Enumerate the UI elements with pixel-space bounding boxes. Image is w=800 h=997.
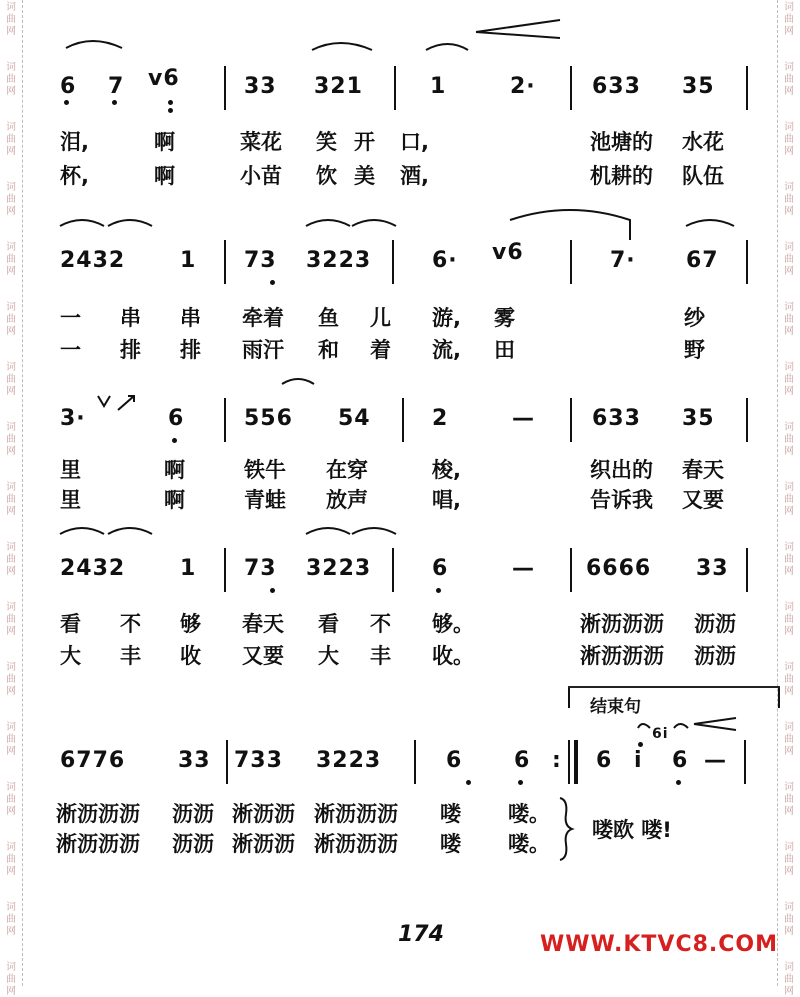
watermark-glyph: 曲 bbox=[784, 734, 794, 745]
watermark-glyph: 曲 bbox=[784, 914, 794, 925]
watermark-glyph: 网 bbox=[784, 326, 794, 337]
lyric-word: 和 bbox=[318, 338, 339, 362]
right-margin-watermark bbox=[777, 0, 800, 997]
repeat-sign: : bbox=[552, 748, 562, 773]
note: 73 bbox=[244, 248, 277, 273]
note: 54 bbox=[338, 406, 371, 431]
watermark-glyph: 词 bbox=[6, 542, 16, 553]
octave-dot bbox=[270, 588, 275, 593]
watermark-glyph: 词 bbox=[784, 122, 794, 133]
note: 3223 bbox=[316, 748, 382, 773]
lyric-word: 池塘的 bbox=[590, 130, 653, 154]
lyric-word: 沥沥 bbox=[172, 802, 214, 826]
lyric-word: 够 bbox=[180, 612, 201, 636]
watermark-glyph: 曲 bbox=[6, 434, 16, 445]
lyric-word: 啊 bbox=[164, 458, 185, 482]
note: 2 bbox=[432, 406, 449, 431]
octave-dot bbox=[112, 100, 117, 105]
lyric-word: 淅沥沥沥 bbox=[580, 612, 664, 636]
watermark-glyph: 曲 bbox=[6, 794, 16, 805]
lyric-word: 大 bbox=[318, 644, 339, 668]
watermark-glyph: 网 bbox=[784, 386, 794, 397]
watermark-glyph: 词 bbox=[6, 902, 16, 913]
watermark-glyph: 曲 bbox=[784, 134, 794, 145]
watermark-glyph: 网 bbox=[6, 386, 16, 397]
octave-dot bbox=[466, 780, 471, 785]
watermark-glyph: 曲 bbox=[784, 854, 794, 865]
lyric-word: 喽。 bbox=[508, 832, 550, 856]
note: 3223 bbox=[306, 556, 372, 581]
note: v6 bbox=[492, 240, 524, 265]
lyric-word: 儿 bbox=[370, 306, 391, 330]
watermark-glyph: 网 bbox=[6, 686, 16, 697]
ending-bracket bbox=[568, 686, 780, 718]
bracket-tick bbox=[778, 688, 780, 708]
slur-marks bbox=[30, 718, 770, 758]
lyric-word: 喽 bbox=[440, 802, 461, 826]
note: 67 bbox=[686, 248, 719, 273]
lyric-line-2 bbox=[30, 484, 770, 512]
watermark-glyph: 网 bbox=[6, 326, 16, 337]
notation-line bbox=[30, 398, 770, 438]
lyric-word: 织出的 bbox=[590, 458, 653, 482]
note: 733 bbox=[234, 748, 283, 773]
octave-dot bbox=[168, 108, 173, 113]
slur-marks bbox=[30, 40, 770, 80]
watermark-glyph: 曲 bbox=[6, 74, 16, 85]
lyric-word: 串 bbox=[120, 306, 141, 330]
watermark-glyph: 曲 bbox=[6, 194, 16, 205]
watermark-glyph: 词 bbox=[784, 842, 794, 853]
note: 556 bbox=[244, 406, 293, 431]
lyric-word: 丰 bbox=[370, 644, 391, 668]
lyric-word: 丰 bbox=[120, 644, 141, 668]
watermark-glyph: 词 bbox=[6, 662, 16, 673]
watermark-glyph: 词 bbox=[784, 182, 794, 193]
lyric-word: 春天 bbox=[682, 458, 724, 482]
watermark-glyph: 词 bbox=[6, 362, 16, 373]
watermark-glyph: 词 bbox=[6, 782, 16, 793]
lyric-word: 告诉我 bbox=[590, 488, 653, 512]
lyric-word: 一 bbox=[60, 338, 81, 362]
lyric-word: 菜花 bbox=[240, 130, 282, 154]
note: 1 bbox=[430, 74, 447, 99]
lyric-word: 开 bbox=[354, 130, 375, 154]
watermark-glyph: 曲 bbox=[784, 794, 794, 805]
note: 33 bbox=[244, 74, 277, 99]
watermark-glyph: 曲 bbox=[6, 134, 16, 145]
note: 321 bbox=[314, 74, 363, 99]
watermark-glyph: 网 bbox=[6, 266, 16, 277]
watermark-glyph: 词 bbox=[6, 242, 16, 253]
watermark-glyph: 网 bbox=[6, 26, 16, 37]
lyric-word: 沥沥 bbox=[694, 612, 736, 636]
watermark-glyph: 曲 bbox=[6, 734, 16, 745]
note: 6666 bbox=[586, 556, 652, 581]
watermark-glyph: 词 bbox=[784, 902, 794, 913]
note: 633 bbox=[592, 74, 641, 99]
note: 33 bbox=[696, 556, 729, 581]
note: 3223 bbox=[306, 248, 372, 273]
watermark-glyph: 曲 bbox=[784, 614, 794, 625]
lyric-line-1 bbox=[30, 608, 770, 636]
lyric-word: 杯, bbox=[60, 164, 89, 188]
lyric-line-2 bbox=[30, 160, 770, 188]
watermark-glyph: 曲 bbox=[6, 374, 16, 385]
watermark-glyph: 网 bbox=[784, 26, 794, 37]
watermark-glyph: 词 bbox=[784, 962, 794, 973]
watermark-glyph: 网 bbox=[6, 146, 16, 157]
watermark-glyph: 词 bbox=[784, 482, 794, 493]
lyric-word: 又要 bbox=[682, 488, 724, 512]
note: 633 bbox=[592, 406, 641, 431]
lyric-word: 美 bbox=[354, 164, 375, 188]
lyric-word: 排 bbox=[120, 338, 141, 362]
ending-lyric: 喽欧 喽! bbox=[592, 818, 672, 842]
lyric-word: 收 bbox=[180, 644, 201, 668]
note: 7 bbox=[108, 74, 125, 99]
lyric-word: 口, bbox=[400, 130, 429, 154]
octave-dot bbox=[518, 780, 523, 785]
octave-dot bbox=[270, 280, 275, 285]
watermark-glyph: 词 bbox=[6, 122, 16, 133]
lyric-word: 在穿 bbox=[326, 458, 368, 482]
note: 6 bbox=[168, 406, 185, 431]
lyric-word: 放声 bbox=[326, 488, 368, 512]
watermark-glyph: 词 bbox=[784, 542, 794, 553]
watermark-glyph: 网 bbox=[784, 866, 794, 877]
note: 6 bbox=[60, 74, 77, 99]
notation-line bbox=[30, 240, 770, 280]
note: 33 bbox=[178, 748, 211, 773]
watermark-glyph: 词 bbox=[6, 2, 16, 13]
watermark-glyph: 网 bbox=[784, 446, 794, 457]
watermark-glyph: 网 bbox=[6, 506, 16, 517]
watermark-glyph: 网 bbox=[6, 566, 16, 577]
watermark-glyph: 曲 bbox=[6, 854, 16, 865]
watermark-glyph: 曲 bbox=[6, 674, 16, 685]
watermark-glyph: 词 bbox=[784, 722, 794, 733]
lyric-word: 够。 bbox=[432, 612, 474, 636]
watermark-glyph: 曲 bbox=[784, 974, 794, 985]
lyric-line-2 bbox=[30, 640, 770, 668]
watermark-glyph: 词 bbox=[6, 722, 16, 733]
note: — bbox=[704, 748, 727, 773]
note: 6 bbox=[514, 748, 531, 773]
grace-note: 6i bbox=[652, 726, 669, 742]
note: 1 bbox=[180, 248, 197, 273]
watermark-glyph: 曲 bbox=[784, 674, 794, 685]
watermark-glyph: 曲 bbox=[6, 614, 16, 625]
watermark-glyph: 网 bbox=[784, 206, 794, 217]
note: 6 bbox=[446, 748, 463, 773]
lyric-word: 里 bbox=[60, 488, 81, 512]
note: 1 bbox=[180, 556, 197, 581]
lyric-word: 泪, bbox=[60, 130, 89, 154]
watermark-glyph: 网 bbox=[784, 626, 794, 637]
watermark-glyph: 曲 bbox=[784, 434, 794, 445]
watermark-glyph: 曲 bbox=[784, 194, 794, 205]
left-margin-watermark bbox=[0, 0, 23, 997]
lyric-line-2 bbox=[30, 334, 770, 362]
watermark-glyph: 网 bbox=[784, 146, 794, 157]
website-watermark: WWW.KTVC8.COM bbox=[540, 932, 778, 957]
note: v6 bbox=[148, 66, 180, 91]
ending-label: 结束句 bbox=[590, 697, 641, 717]
lyric-word: 梭, bbox=[432, 458, 461, 482]
lyric-word: 纱 bbox=[684, 306, 705, 330]
watermark-glyph: 网 bbox=[6, 806, 16, 817]
lyric-word: 小苗 bbox=[240, 164, 282, 188]
lyric-word: 不 bbox=[370, 612, 391, 636]
lyric-word: 青蛙 bbox=[244, 488, 286, 512]
lyric-word: 沥沥 bbox=[694, 644, 736, 668]
lyric-word: 一 bbox=[60, 306, 81, 330]
watermark-glyph: 曲 bbox=[784, 374, 794, 385]
watermark-glyph: 网 bbox=[784, 806, 794, 817]
watermark-glyph: 词 bbox=[6, 62, 16, 73]
watermark-glyph: 词 bbox=[6, 602, 16, 613]
watermark-glyph: 网 bbox=[784, 266, 794, 277]
brace-icon bbox=[556, 794, 576, 864]
watermark-glyph: 网 bbox=[6, 866, 16, 877]
note: 3· bbox=[60, 406, 86, 431]
lyric-word: 春天 bbox=[242, 612, 284, 636]
lyric-word: 排 bbox=[180, 338, 201, 362]
lyric-word: 啊 bbox=[154, 130, 175, 154]
lyric-word: 喽 bbox=[440, 832, 461, 856]
lyric-word: 牵着 bbox=[242, 306, 284, 330]
octave-dot bbox=[676, 780, 681, 785]
bracket-tick bbox=[568, 688, 570, 708]
note: 6 bbox=[596, 748, 613, 773]
watermark-glyph: 曲 bbox=[6, 494, 16, 505]
lyric-word: 淅沥沥沥 bbox=[56, 802, 140, 826]
lyric-word: 淅沥沥 bbox=[232, 802, 295, 826]
watermark-glyph: 曲 bbox=[784, 254, 794, 265]
octave-dot bbox=[172, 438, 177, 443]
watermark-glyph: 网 bbox=[6, 626, 16, 637]
notation-line bbox=[30, 66, 770, 106]
lyric-word: 雨汗 bbox=[242, 338, 284, 362]
lyric-word: 啊 bbox=[164, 488, 185, 512]
note: 35 bbox=[682, 74, 715, 99]
lyric-word: 水花 bbox=[682, 130, 724, 154]
note: — bbox=[512, 556, 535, 581]
lyric-word: 铁牛 bbox=[244, 458, 286, 482]
note: 73 bbox=[244, 556, 277, 581]
octave-dot bbox=[638, 742, 643, 747]
watermark-glyph: 网 bbox=[784, 746, 794, 757]
lyric-word: 淅沥沥沥 bbox=[314, 832, 398, 856]
lyric-word: 游, bbox=[432, 306, 461, 330]
octave-dot bbox=[64, 100, 69, 105]
lyric-word: 沥沥 bbox=[172, 832, 214, 856]
octave-dot bbox=[168, 100, 173, 105]
note: 2432 bbox=[60, 248, 126, 273]
note: 2· bbox=[510, 74, 536, 99]
lyric-word: 大 bbox=[60, 644, 81, 668]
watermark-glyph: 网 bbox=[784, 926, 794, 937]
watermark-glyph: 词 bbox=[6, 182, 16, 193]
lyric-word: 雾 bbox=[494, 306, 515, 330]
slur-marks bbox=[30, 372, 770, 412]
octave-dot bbox=[436, 588, 441, 593]
watermark-glyph: 词 bbox=[784, 2, 794, 13]
notation-line bbox=[30, 726, 770, 780]
watermark-glyph: 词 bbox=[784, 662, 794, 673]
watermark-glyph: 曲 bbox=[784, 74, 794, 85]
lyric-word: 队伍 bbox=[682, 164, 724, 188]
watermark-glyph: 词 bbox=[6, 842, 16, 853]
watermark-glyph: 曲 bbox=[784, 14, 794, 25]
watermark-glyph: 词 bbox=[6, 962, 16, 973]
note: 6776 bbox=[60, 748, 126, 773]
note: 6 bbox=[432, 556, 449, 581]
lyric-word: 淅沥沥沥 bbox=[580, 644, 664, 668]
watermark-glyph: 词 bbox=[784, 62, 794, 73]
note: 6· bbox=[432, 248, 458, 273]
watermark-glyph: 词 bbox=[6, 482, 16, 493]
watermark-glyph: 词 bbox=[784, 302, 794, 313]
watermark-glyph: 词 bbox=[784, 422, 794, 433]
watermark-glyph: 网 bbox=[6, 86, 16, 97]
slur-marks bbox=[30, 214, 770, 254]
watermark-glyph: 词 bbox=[6, 302, 16, 313]
watermark-glyph: 词 bbox=[6, 422, 16, 433]
watermark-glyph: 曲 bbox=[6, 254, 16, 265]
watermark-glyph: 曲 bbox=[6, 314, 16, 325]
watermark-glyph: 词 bbox=[784, 362, 794, 373]
lyric-word: 串 bbox=[180, 306, 201, 330]
lyric-word: 看 bbox=[318, 612, 339, 636]
lyric-word: 野 bbox=[684, 338, 705, 362]
watermark-glyph: 词 bbox=[784, 782, 794, 793]
note: i bbox=[634, 748, 643, 773]
watermark-glyph: 网 bbox=[6, 446, 16, 457]
note: — bbox=[512, 406, 535, 431]
watermark-glyph: 曲 bbox=[6, 14, 16, 25]
lyric-word: 淅沥沥沥 bbox=[56, 832, 140, 856]
watermark-glyph: 网 bbox=[6, 926, 16, 937]
note: 6 bbox=[672, 748, 689, 773]
note: 7· bbox=[610, 248, 636, 273]
watermark-glyph: 曲 bbox=[784, 494, 794, 505]
lyric-line-1 bbox=[30, 302, 770, 330]
watermark-glyph: 曲 bbox=[784, 314, 794, 325]
lyric-word: 饮 bbox=[316, 164, 337, 188]
lyric-word: 不 bbox=[120, 612, 141, 636]
watermark-glyph: 曲 bbox=[6, 974, 16, 985]
watermark-glyph: 词 bbox=[784, 602, 794, 613]
watermark-glyph: 网 bbox=[6, 206, 16, 217]
lyric-word: 笑 bbox=[316, 130, 337, 154]
page-number: 174 bbox=[398, 922, 444, 947]
lyric-word: 看 bbox=[60, 612, 81, 636]
notation-line bbox=[30, 548, 770, 588]
watermark-glyph: 网 bbox=[784, 86, 794, 97]
lyric-word: 着 bbox=[370, 338, 391, 362]
watermark-glyph: 词 bbox=[784, 242, 794, 253]
watermark-glyph: 曲 bbox=[6, 914, 16, 925]
lyric-word: 唱, bbox=[432, 488, 461, 512]
lyric-word: 田 bbox=[494, 338, 515, 362]
watermark-glyph: 网 bbox=[784, 566, 794, 577]
slur-marks bbox=[30, 522, 770, 562]
watermark-glyph: 网 bbox=[784, 686, 794, 697]
lyric-word: 啊 bbox=[154, 164, 175, 188]
lyric-line-1 bbox=[30, 126, 770, 154]
lyric-line-1 bbox=[30, 454, 770, 482]
lyric-word: 又要 bbox=[242, 644, 284, 668]
note: 2432 bbox=[60, 556, 126, 581]
lyric-word: 流, bbox=[432, 338, 461, 362]
note: 35 bbox=[682, 406, 715, 431]
lyric-word: 里 bbox=[60, 458, 81, 482]
lyric-word: 收。 bbox=[432, 644, 474, 668]
watermark-glyph: 网 bbox=[784, 506, 794, 517]
lyric-word: 酒, bbox=[400, 164, 429, 188]
lyric-word: 机耕的 bbox=[590, 164, 653, 188]
watermark-glyph: 曲 bbox=[784, 554, 794, 565]
lyric-word: 淅沥沥沥 bbox=[314, 802, 398, 826]
watermark-glyph: 网 bbox=[784, 986, 794, 997]
watermark-glyph: 网 bbox=[6, 746, 16, 757]
watermark-glyph: 网 bbox=[6, 986, 16, 997]
sheet-music-page bbox=[30, 0, 770, 986]
lyric-word: 鱼 bbox=[318, 306, 339, 330]
watermark-glyph: 曲 bbox=[6, 554, 16, 565]
lyric-word: 喽。 bbox=[508, 802, 550, 826]
lyric-word: 淅沥沥 bbox=[232, 832, 295, 856]
